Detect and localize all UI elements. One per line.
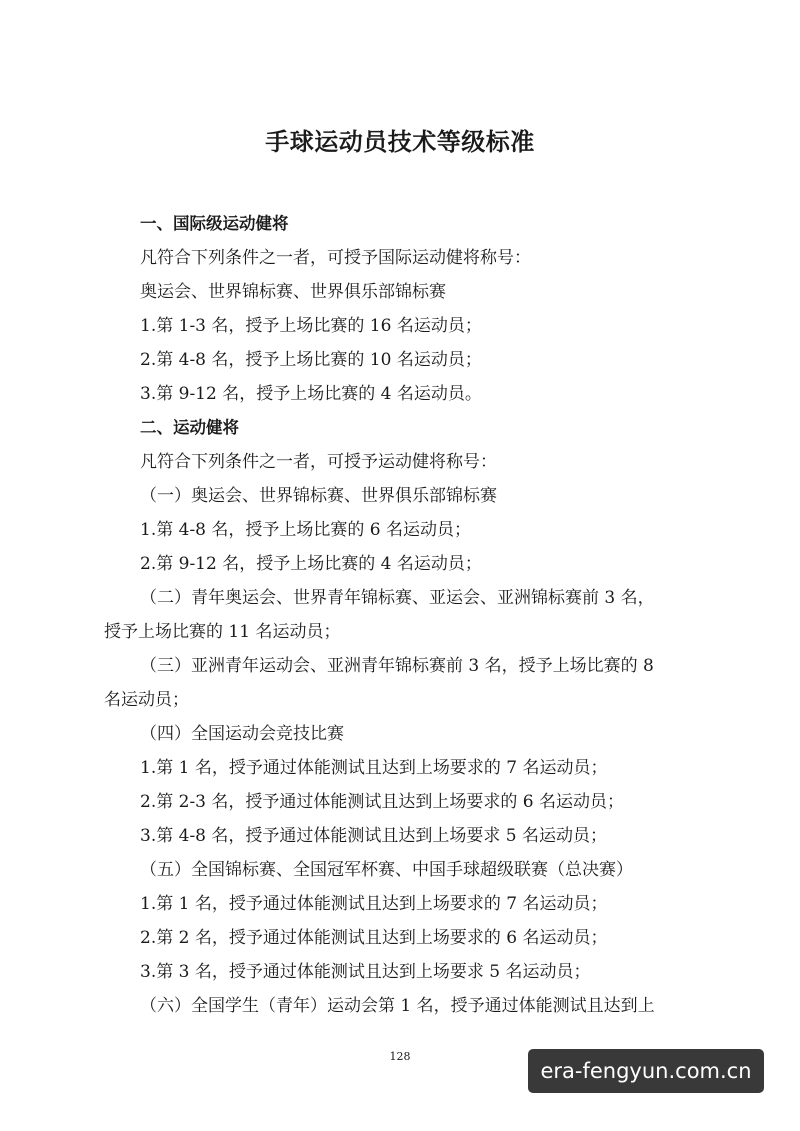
body-line: （六）全国学生（青年）运动会第 1 名，授予通过体能测试且达到上 (140, 996, 655, 1016)
body-line: 2.第 2 名，授予通过体能测试且达到上场要求的 6 名运动员； (140, 928, 608, 948)
section-heading: 一、国际级运动健将 (140, 214, 289, 233)
body-line: （一）奥运会、世界锦标赛、世界俱乐部锦标赛 (140, 486, 497, 506)
document-title: 手球运动员技术等级标准 (265, 128, 535, 156)
body-line: （四）全国运动会竞技比赛 (140, 724, 344, 744)
body-line: （三）亚洲青年运动会、亚洲青年锦标赛前 3 名，授予上场比赛的 8 (140, 656, 654, 676)
body-line: 2.第 9-12 名，授予上场比赛的 4 名运动员； (140, 554, 482, 574)
body-line: 奥运会、世界锦标赛、世界俱乐部锦标赛 (140, 282, 446, 302)
body-line: （五）全国锦标赛、全国冠军杯赛、中国手球超级联赛（总决赛） (140, 860, 633, 880)
body-line: 凡符合下列条件之一者，可授予运动健将称号： (140, 452, 497, 472)
body-line: 1.第 1 名，授予通过体能测试且达到上场要求的 7 名运动员； (140, 894, 608, 914)
body-line: 2.第 2-3 名，授予通过体能测试且达到上场要求的 6 名运动员； (140, 792, 625, 812)
site-watermark: era-fengyun.com.cn (528, 1049, 764, 1093)
body-line: 2.第 4-8 名，授予上场比赛的 10 名运动员； (140, 350, 482, 370)
body-line: 授予上场比赛的 11 名运动员； (104, 622, 341, 642)
page-number: 128 (389, 1050, 411, 1063)
body-line: 3.第 4-8 名，授予通过体能测试且达到上场要求 5 名运动员； (140, 826, 608, 846)
body-line: 名运动员； (104, 690, 189, 710)
document-body (104, 207, 704, 1023)
section-heading: 二、运动健将 (140, 418, 239, 437)
body-line: 1.第 1-3 名，授予上场比赛的 16 名运动员； (140, 316, 482, 336)
body-line: 1.第 1 名，授予通过体能测试且达到上场要求的 7 名运动员； (140, 758, 608, 778)
body-line: 3.第 3 名，授予通过体能测试且达到上场要求 5 名运动员； (140, 962, 591, 982)
body-line: 凡符合下列条件之一者，可授予国际运动健将称号： (140, 248, 531, 268)
body-line: 1.第 4-8 名，授予上场比赛的 6 名运动员； (140, 520, 472, 540)
body-line: （二）青年奥运会、世界青年锦标赛、亚运会、亚洲锦标赛前 3 名， (140, 588, 655, 608)
body-line: 3.第 9-12 名，授予上场比赛的 4 名运动员。 (140, 384, 482, 404)
